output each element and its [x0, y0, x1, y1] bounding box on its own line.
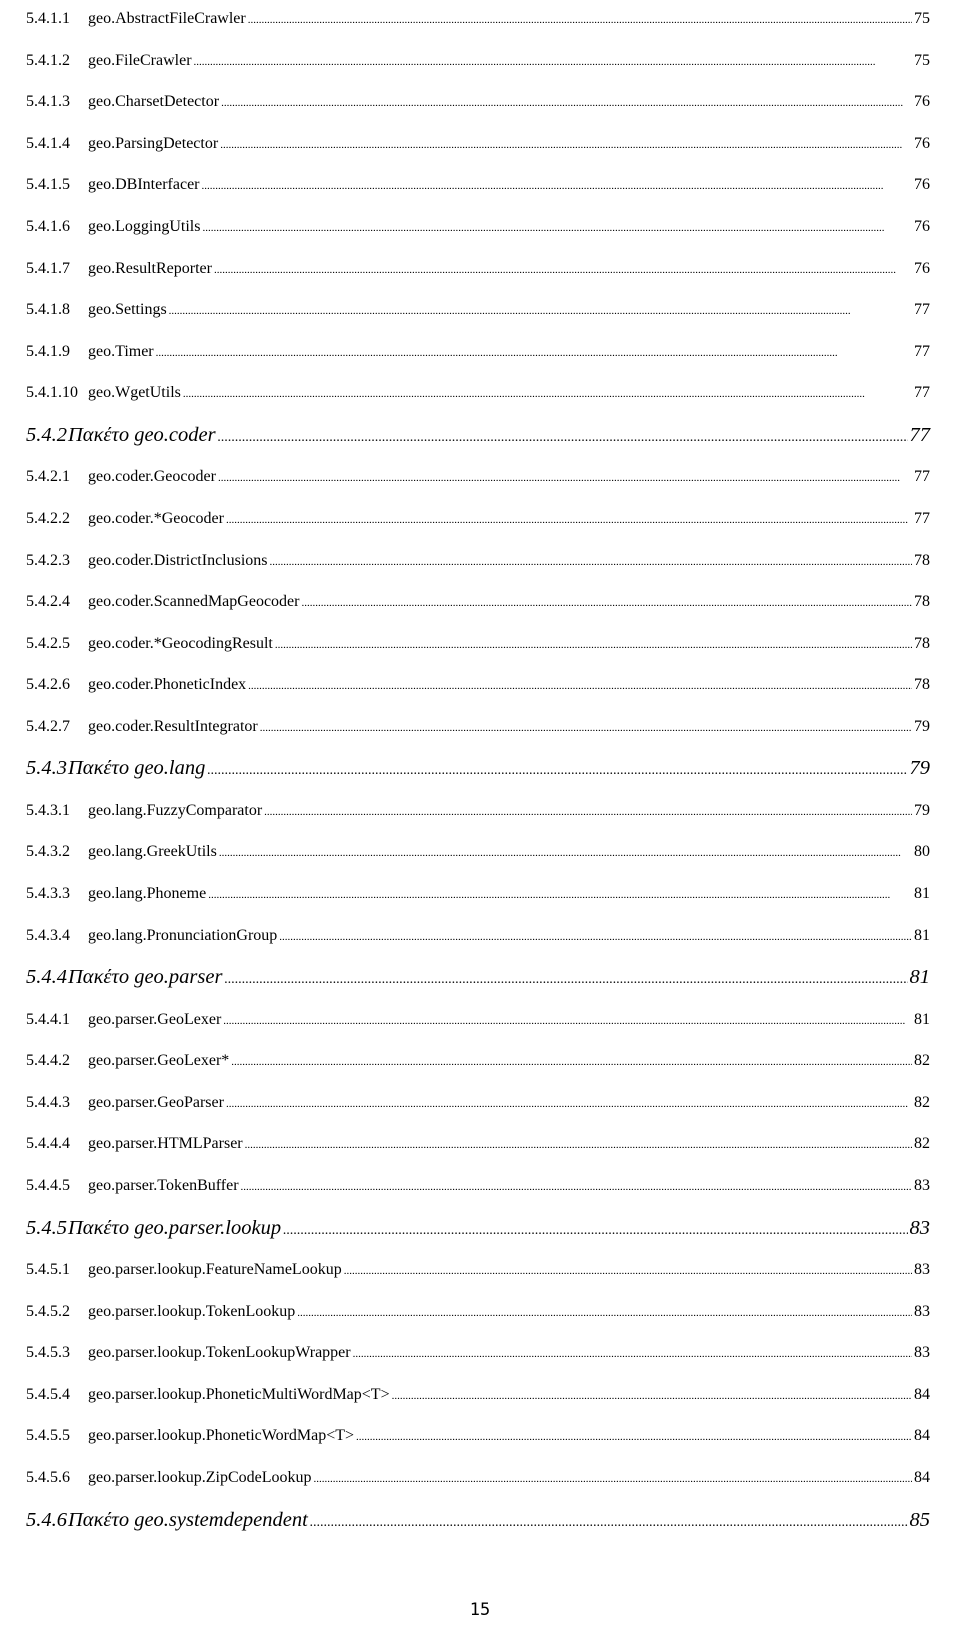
toc-section[interactable]: [26, 1499, 930, 1541]
toc-entry-page: 84: [914, 1385, 930, 1403]
toc-section-title: Πακέτο geo.parser: [68, 966, 223, 989]
toc-section-number: 5.4.5: [26, 1216, 67, 1239]
toc-entry-page: 76: [914, 93, 930, 111]
toc-entry-number: 5.4.2.5: [26, 634, 70, 652]
table-of-contents: [26, 0, 930, 1541]
toc-dot-leader: [310, 1499, 908, 1544]
toc-dot-leader: [392, 1374, 912, 1418]
toc-entry-number: 5.4.3.2: [26, 843, 70, 861]
toc-entry[interactable]: [26, 790, 930, 832]
toc-entry-number: 5.4.1.3: [26, 93, 70, 111]
toc-entry-number: 5.4.4.3: [26, 1093, 70, 1111]
toc-section-title: Πακέτο geo.coder: [68, 423, 216, 446]
toc-entry-page: 83: [914, 1302, 930, 1320]
toc-dot-leader: [202, 164, 913, 208]
toc-entry-page: 79: [914, 801, 930, 819]
toc-entry-title: geo.coder.ResultIntegrator: [88, 717, 258, 735]
toc-dot-leader: [260, 706, 912, 750]
toc-entry-number: 5.4.5.1: [26, 1261, 70, 1278]
toc-entry-page: 79: [914, 717, 930, 735]
toc-entry-title: geo.parser.HTMLParser: [88, 1135, 243, 1153]
toc-entry-title: geo.AbstractFileCrawler: [88, 10, 246, 27]
toc-entry-number: 5.4.2.2: [26, 509, 70, 527]
toc-entry-number: 5.4.3.1: [26, 801, 70, 819]
toc-dot-leader: [219, 831, 912, 875]
toc-entry-number: 5.4.4.4: [26, 1135, 70, 1153]
toc-dot-leader: [202, 206, 912, 250]
toc-section-title: Πακέτο geo.lang: [68, 757, 206, 780]
toc-entry[interactable]: [26, 81, 930, 123]
toc-dot-leader: [264, 790, 912, 834]
toc-entry-page: 81: [914, 885, 930, 903]
toc-entry-number: 5.4.1.10: [26, 384, 78, 402]
toc-entry-title: geo.coder.*Geocoder: [88, 509, 224, 527]
toc-entry[interactable]: [26, 1291, 930, 1333]
toc-dot-leader: [283, 1207, 907, 1252]
toc-entry-title: geo.Timer: [88, 342, 154, 360]
toc-entry-title: geo.lang.PronunciationGroup: [88, 926, 278, 944]
toc-entry-number: 5.4.5.6: [26, 1468, 70, 1486]
toc-entry[interactable]: [26, 1415, 930, 1457]
toc-entry[interactable]: [26, 1040, 930, 1082]
toc-entry-page: 76: [914, 217, 930, 235]
toc-section-page: 83: [909, 1216, 930, 1239]
toc-entry-title: geo.parser.lookup.PhoneticWordMap<T>: [88, 1427, 355, 1445]
toc-entry-title: geo.parser.lookup.FeatureNameLookup: [88, 1261, 342, 1278]
toc-dot-leader: [356, 1415, 912, 1459]
toc-entry[interactable]: [26, 206, 930, 248]
toc-dot-leader: [214, 248, 912, 292]
toc-entry[interactable]: [26, 664, 930, 706]
toc-entry-page: 76: [914, 259, 930, 277]
toc-dot-leader: [248, 0, 912, 42]
toc-section[interactable]: [26, 747, 930, 789]
toc-section[interactable]: [26, 1207, 930, 1249]
toc-entry-title: geo.coder.*GeocodingResult: [88, 634, 273, 652]
page-number: 15: [469, 1600, 491, 1620]
toc-dot-leader: [183, 372, 912, 416]
toc-dot-leader: [221, 81, 912, 125]
toc-entry[interactable]: [26, 1249, 930, 1291]
toc-entry-title: geo.parser.GeoLexer: [88, 1010, 222, 1028]
toc-entry-title: geo.parser.lookup.TokenLookup: [88, 1302, 296, 1320]
toc-dot-leader: [226, 1082, 912, 1126]
toc-entry-number: 5.4.4.5: [26, 1177, 70, 1195]
toc-entry[interactable]: [26, 540, 930, 582]
toc-entry-page: 84: [914, 1468, 930, 1486]
toc-entry-title: geo.coder.ScannedMapGeocoder: [88, 593, 300, 611]
toc-entry[interactable]: [26, 456, 930, 498]
toc-entry-page: 81: [914, 1010, 930, 1028]
toc-entry[interactable]: [26, 1082, 930, 1124]
toc-section-title: Πακέτο geo.parser.lookup: [68, 1216, 282, 1239]
toc-entry-page: 77: [914, 342, 930, 360]
toc-entry-number: 5.4.2.6: [26, 676, 70, 694]
toc-dot-leader: [344, 1249, 912, 1293]
toc-dot-leader: [241, 1165, 912, 1209]
toc-entry-title: geo.coder.PhoneticIndex: [88, 676, 247, 694]
toc-entry-page: 77: [914, 384, 930, 402]
toc-dot-leader: [218, 414, 908, 459]
toc-entry-page: 84: [914, 1427, 930, 1445]
toc-entry-page: 78: [914, 676, 930, 694]
toc-dot-leader: [156, 331, 912, 375]
toc-entry-page: 83: [914, 1261, 930, 1278]
toc-entry-title: geo.parser.lookup.ZipCodeLookup: [88, 1468, 312, 1486]
toc-entry-number: 5.4.1.4: [26, 134, 70, 152]
toc-entry-title: geo.Settings: [88, 301, 167, 319]
toc-entry-page: 82: [914, 1093, 930, 1111]
toc-entry-page: 75: [914, 51, 930, 69]
toc-entry-number: 5.4.1.1: [26, 10, 70, 27]
toc-entry[interactable]: [26, 706, 930, 748]
toc-section-number: 5.4.2: [26, 423, 67, 446]
toc-entry[interactable]: [26, 999, 930, 1041]
toc-entry-page: 76: [914, 134, 930, 152]
toc-entry-title: geo.DBInterfacer: [88, 176, 200, 194]
toc-entry-number: 5.4.1.2: [26, 51, 70, 69]
toc-entry-page: 78: [914, 634, 930, 652]
toc-dot-leader: [208, 873, 912, 917]
toc-section-page: 81: [909, 966, 930, 989]
toc-entry-number: 5.4.4.1: [26, 1010, 70, 1028]
toc-entry[interactable]: [26, 1165, 930, 1207]
toc-entry-title: geo.WgetUtils: [88, 384, 181, 402]
toc-entry-number: 5.4.5.5: [26, 1427, 70, 1445]
toc-dot-leader: [353, 1332, 912, 1376]
toc-dot-leader: [218, 456, 912, 500]
toc-entry[interactable]: [26, 831, 930, 873]
toc-dot-leader: [220, 123, 912, 167]
toc-entry-page: 81: [914, 926, 930, 944]
toc-section[interactable]: [26, 414, 930, 456]
toc-entry[interactable]: [26, 1457, 930, 1499]
toc-entry[interactable]: [26, 289, 930, 331]
toc-section-number: 5.4.3: [26, 757, 67, 780]
toc-dot-leader: [207, 747, 907, 792]
toc-dot-leader: [245, 1123, 912, 1167]
toc-entry-title: geo.lang.FuzzyComparator: [88, 801, 263, 819]
toc-entry-page: 76: [914, 176, 930, 194]
toc-entry[interactable]: [26, 1374, 930, 1416]
toc-dot-leader: [223, 999, 912, 1043]
toc-entry[interactable]: [26, 40, 930, 82]
toc-entry-number: 5.4.4.2: [26, 1052, 70, 1070]
toc-entry-number: 5.4.1.8: [26, 301, 70, 319]
toc-dot-leader: [224, 956, 907, 1001]
toc-entry-title: geo.parser.GeoLexer*: [88, 1052, 230, 1070]
toc-entry-number: 5.4.1.6: [26, 217, 70, 235]
toc-entry[interactable]: [26, 623, 930, 665]
toc-entry-page: 78: [914, 593, 930, 611]
toc-entry[interactable]: [26, 873, 930, 915]
toc-entry-title: geo.coder.DistrictInclusions: [88, 551, 268, 569]
toc-entry-page: 78: [914, 551, 930, 569]
toc-entry-title: geo.lang.Phoneme: [88, 885, 207, 903]
toc-entry-page: 83: [914, 1344, 930, 1362]
toc-entry-title: geo.coder.Geocoder: [88, 468, 216, 486]
toc-entry[interactable]: [26, 1332, 930, 1374]
toc-entry-page: 77: [914, 468, 930, 486]
toc-dot-leader: [231, 1040, 912, 1084]
toc-dot-leader: [194, 40, 912, 84]
toc-entry-number: 5.4.5.3: [26, 1344, 70, 1362]
toc-entry-number: 5.4.2.1: [26, 468, 70, 486]
toc-entry-title: geo.lang.GreekUtils: [88, 843, 217, 861]
toc-entry[interactable]: [26, 248, 930, 290]
toc-entry-page: 83: [914, 1177, 930, 1195]
toc-section-page: 79: [909, 757, 930, 780]
toc-dot-leader: [279, 915, 912, 959]
toc-entry-title: geo.LoggingUtils: [88, 217, 201, 235]
toc-entry-number: 5.4.3.3: [26, 885, 70, 903]
toc-dot-leader: [275, 623, 912, 667]
toc-entry-title: geo.parser.lookup.PhoneticMultiWordMap<T>: [88, 1385, 390, 1403]
toc-entry-number: 5.4.1.9: [26, 342, 70, 360]
toc-entry[interactable]: [26, 0, 930, 40]
toc-entry[interactable]: [26, 164, 930, 206]
toc-entry-number: 5.4.3.4: [26, 926, 70, 944]
toc-entry-number: 5.4.1.7: [26, 259, 70, 277]
toc-entry-title: geo.parser.TokenBuffer: [88, 1177, 239, 1195]
toc-section-page: 77: [909, 423, 930, 446]
toc-entry[interactable]: [26, 915, 930, 957]
toc-entry-page: 77: [914, 509, 930, 527]
toc-entry[interactable]: [26, 331, 930, 373]
toc-entry-page: 77: [914, 301, 930, 319]
toc-section-page: 85: [909, 1508, 930, 1531]
toc-dot-leader: [301, 581, 912, 625]
toc-entry-number: 5.4.2.7: [26, 717, 70, 735]
toc-entry-title: geo.parser.lookup.TokenLookupWrapper: [88, 1344, 351, 1362]
toc-dot-leader: [248, 664, 912, 708]
toc-dot-leader: [297, 1291, 912, 1335]
toc-entry-title: geo.ParsingDetector: [88, 134, 219, 152]
toc-entry-page: 80: [914, 843, 930, 861]
toc-entry-number: 5.4.5.2: [26, 1302, 70, 1320]
toc-entry[interactable]: [26, 498, 930, 540]
toc-entry-number: 5.4.2.3: [26, 551, 70, 569]
toc-entry-title: geo.parser.GeoParser: [88, 1093, 224, 1111]
toc-entry[interactable]: [26, 123, 930, 165]
toc-entry[interactable]: [26, 372, 930, 414]
toc-entry-title: geo.CharsetDetector: [88, 93, 220, 111]
toc-entry[interactable]: [26, 1123, 930, 1165]
toc-entry-number: 5.4.1.5: [26, 176, 70, 194]
toc-entry-number: 5.4.2.4: [26, 593, 70, 611]
toc-dot-leader: [314, 1457, 912, 1501]
toc-entry-page: 82: [914, 1135, 930, 1153]
toc-entry-page: 75: [914, 10, 930, 27]
toc-section-title: Πακέτο geo.systemdependent: [68, 1508, 308, 1531]
toc-entry-title: geo.FileCrawler: [88, 51, 192, 69]
toc-section-number: 5.4.4: [26, 966, 67, 989]
toc-entry[interactable]: [26, 581, 930, 623]
toc-dot-leader: [270, 540, 912, 584]
toc-section[interactable]: [26, 956, 930, 998]
toc-entry-page: 82: [914, 1052, 930, 1070]
toc-dot-leader: [169, 289, 912, 333]
toc-entry-title: geo.ResultReporter: [88, 259, 212, 277]
toc-dot-leader: [226, 498, 912, 542]
toc-entry-number: 5.4.5.4: [26, 1385, 70, 1403]
toc-section-number: 5.4.6: [26, 1508, 67, 1531]
